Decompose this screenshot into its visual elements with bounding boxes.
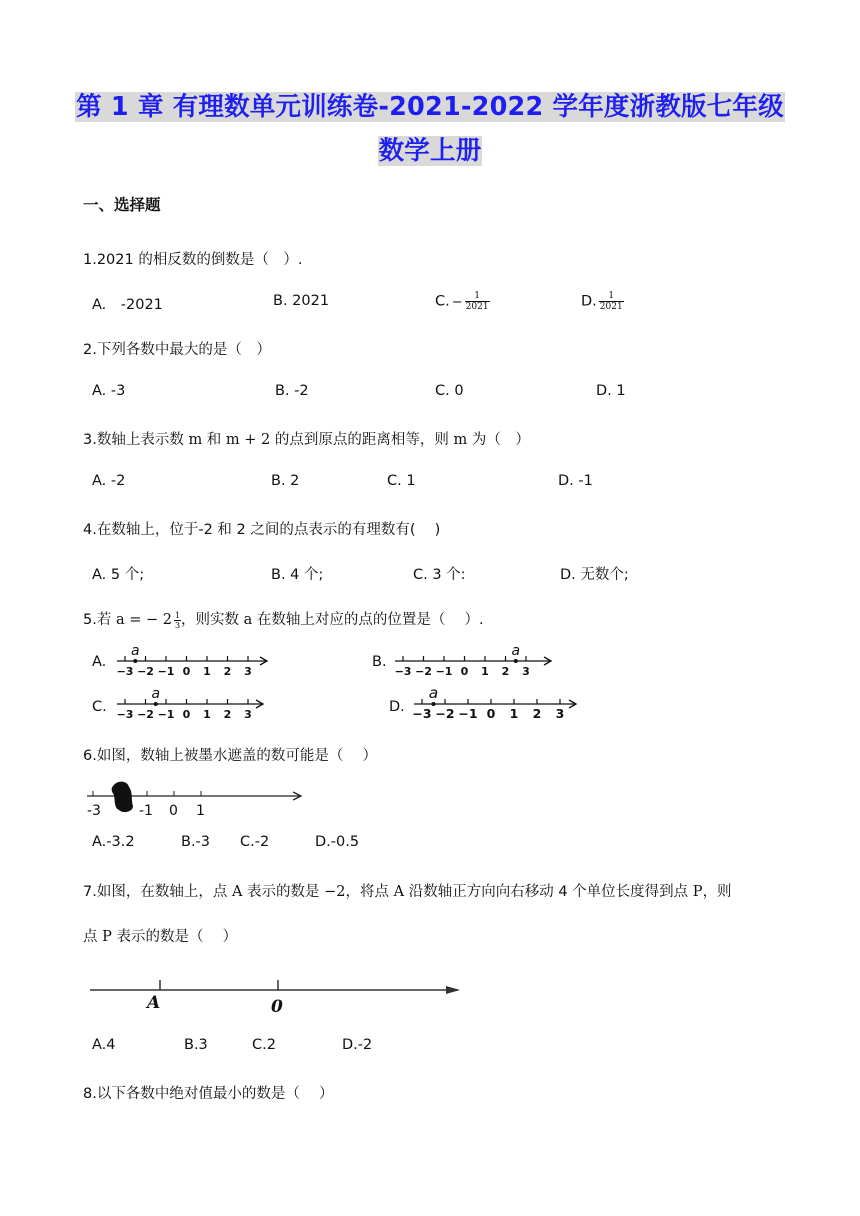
ink-blot-icon xyxy=(112,782,133,812)
point-a-label: a xyxy=(511,643,521,659)
q5-number-line-c xyxy=(115,688,270,724)
axis-tick-label: −3 xyxy=(394,665,412,678)
q5-number-line-a xyxy=(115,645,275,681)
axis-tick-label: −3 xyxy=(412,706,432,721)
axis-tick-label: 0 xyxy=(460,665,469,678)
q5-option-d: D. xyxy=(389,699,405,715)
q6-option-a: A.-3.2 xyxy=(92,834,135,850)
point-a-label: a xyxy=(151,686,161,702)
q5-number-line-b xyxy=(393,645,558,681)
q3-option-c: C. 1 xyxy=(387,473,416,489)
q6-option-b: B.-3 xyxy=(181,834,211,850)
axis-tick-label: 0 xyxy=(486,706,496,721)
q5-option-b: B. xyxy=(372,654,387,670)
q4-option-a: A. 5 个; xyxy=(92,567,145,583)
q7-option-c: C.2 xyxy=(252,1037,276,1053)
q2-option-d: D. 1 xyxy=(596,383,626,399)
axis-tick-label: −1 xyxy=(435,665,453,678)
q4-option-d: D. 无数个; xyxy=(560,567,629,583)
q7-option-a: A.4 xyxy=(92,1037,116,1053)
axis-tick-label: −2 xyxy=(415,665,432,678)
axis-tick-label: 2 xyxy=(223,665,232,678)
question-7-stem-line1: 7.如图，在数轴上，点 A 表示的数是 −2，将点 A 沿数轴正方向向右移动 4 个单位长度得到点 P，则 xyxy=(83,884,732,900)
q6-option-d: D.-0.5 xyxy=(315,834,360,850)
q5-option-c: C. xyxy=(92,699,107,715)
document-title-line2: 数学上册 xyxy=(378,136,482,166)
question-7-stem-line2: 点 P 表示的数是（ ） xyxy=(83,929,238,945)
axis-tick-label: 1 xyxy=(481,665,489,678)
document-title-line1: 第 1 章 有理数单元训练卷-2021-2022 学年度浙教版七年级 xyxy=(76,92,784,122)
question-1-stem: 1.2021 的相反数的倒数是（ ）. xyxy=(83,252,303,268)
q6-tick-label: 1 xyxy=(196,803,205,819)
axis-tick-label: −1 xyxy=(157,665,175,678)
point-a-label: a xyxy=(428,684,439,702)
question-5-stem: 5.若 a = − 2 $\frac{1}{3}$ ，则实数 a 在数轴上对应的点的位置是（ ）. xyxy=(83,610,484,630)
axis-tick-label: 2 xyxy=(501,665,510,678)
q2-option-a: A. -3 xyxy=(92,383,126,399)
q3-option-a: A. -2 xyxy=(92,473,126,489)
q7-point-a-label: A xyxy=(147,993,161,1013)
question-8-stem: 8.以下各数中绝对值最小的数是（ ） xyxy=(83,1086,334,1102)
q7-option-d: D.-2 xyxy=(342,1037,373,1053)
question-3-stem: 3.数轴上表示数 m 和 m + 2 的点到原点的距离相等，则 m 为（ ） xyxy=(83,432,530,448)
axis-tick-label: 0 xyxy=(182,708,191,721)
question-2-stem: 2.下列各数中最大的是（ ） xyxy=(83,342,271,358)
axis-tick-label: 3 xyxy=(244,665,252,678)
point-a-marker xyxy=(432,702,436,706)
q3-option-d: D. -1 xyxy=(558,473,593,489)
q6-number-line xyxy=(83,778,223,818)
q1-option-d: D. $\frac{1}{2021}$ xyxy=(581,291,623,312)
point-a-marker xyxy=(133,659,137,663)
q6-option-c: C.-2 xyxy=(240,834,270,850)
axis-tick-label: −3 xyxy=(116,708,134,721)
axis-tick-label: −2 xyxy=(137,708,154,721)
axis-tick-label: 2 xyxy=(532,706,542,721)
q6-tick-label: -1 xyxy=(139,803,153,819)
q4-option-c: C. 3 个: xyxy=(413,567,466,583)
q5-number-line-d xyxy=(412,684,582,724)
point-a-label: a xyxy=(130,643,140,659)
axis-tick-label: 1 xyxy=(203,708,211,721)
q2-option-b: B. -2 xyxy=(275,383,309,399)
q2-option-c: C. 0 xyxy=(435,383,464,399)
axis-tick-label: 2 xyxy=(223,708,232,721)
point-a-marker xyxy=(514,659,518,663)
q1-option-b: B. 2021 xyxy=(273,293,330,309)
point-a-marker xyxy=(154,702,158,706)
axis-tick-label: −1 xyxy=(458,706,478,721)
axis-tick-label: 3 xyxy=(244,708,252,721)
axis-tick-label: −1 xyxy=(157,708,175,721)
question-4-stem: 4.在数轴上，位于-2 和 2 之间的点表示的有理数有( ) xyxy=(83,522,441,538)
q3-option-b: B. 2 xyxy=(271,473,300,489)
axis-tick-label: −2 xyxy=(435,706,455,721)
q6-tick-label: 0 xyxy=(169,803,178,819)
q7-option-b: B.3 xyxy=(184,1037,208,1053)
axis-tick-label: 1 xyxy=(203,665,211,678)
q7-number-line xyxy=(88,972,468,1020)
q1-option-a: A. -2021 xyxy=(92,297,163,313)
q6-tick-label: -3 xyxy=(87,803,101,819)
q7-origin-label: 0 xyxy=(271,997,283,1017)
axis-tick-label: 3 xyxy=(555,706,565,721)
axis-tick-label: −2 xyxy=(137,665,154,678)
q5-option-a: A. xyxy=(92,654,107,670)
axis-tick-label: −3 xyxy=(116,665,134,678)
question-6-stem: 6.如图，数轴上被墨水遮盖的数可能是（ ） xyxy=(83,748,377,764)
section-heading: 一、选择题 xyxy=(83,196,161,214)
q1-option-c: C. − $\frac{1}{2021}$ xyxy=(435,291,489,312)
axis-tick-label: 3 xyxy=(522,665,530,678)
q4-option-b: B. 4 个; xyxy=(271,567,324,583)
axis-tick-label: 0 xyxy=(182,665,191,678)
axis-tick-label: 1 xyxy=(509,706,519,721)
